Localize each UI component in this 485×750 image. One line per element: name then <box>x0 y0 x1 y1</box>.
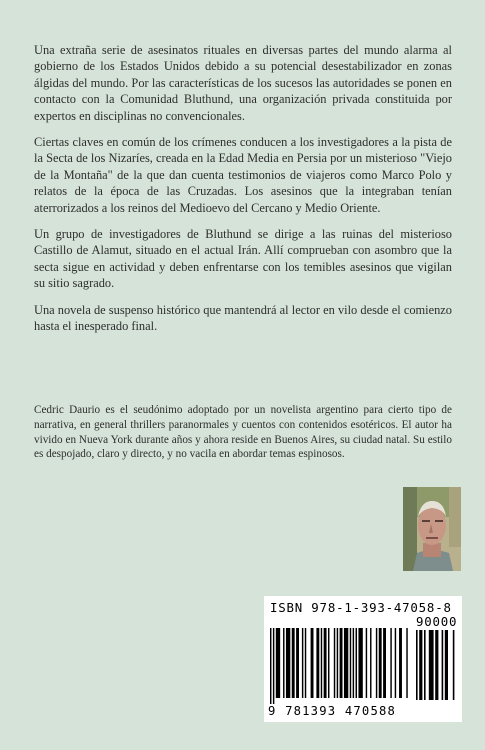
barcode-bar <box>350 628 351 698</box>
author-photo <box>403 487 461 571</box>
barcode-bar <box>442 630 444 700</box>
barcode-bar <box>276 628 280 698</box>
barcode-bar <box>270 628 271 704</box>
barcode-bar <box>328 628 329 698</box>
barcode-bar <box>344 628 348 698</box>
barcode-bar <box>305 628 306 698</box>
barcode-bar <box>453 630 455 700</box>
barcode-bar <box>356 628 357 698</box>
synopsis-paragraph-2: Ciertas claves en común de los crímenes conducen a los investigadores a la pista de la Secta de los Nizaríes, creada en la Edad Media en Persia por un misterioso "Viejo de la Montaña" de la que dan cuenta testimonios de viajeros como Marco Polo y relatos de la época de las Cruzadas. Los asesinos que la integraban tenían aterrorizados a los reinos del Medioevo del Cercano y Medio Oriente. <box>34 135 452 215</box>
barcode-bar <box>324 628 327 698</box>
barcode-bar <box>311 628 314 698</box>
barcode-bar <box>334 628 335 698</box>
barcode-bar <box>419 630 422 700</box>
author-bio <box>34 403 452 462</box>
isbn-text: ISBN 978-1-393-47058-8 <box>270 600 452 615</box>
barcode-bar <box>376 628 377 698</box>
synopsis-paragraph-1: Una extraña serie de asesinatos rituales en diversas partes del mundo alarma al gobierno de los Estados Unidos debido a su potencial desestabilizador en zonas álgidas del mundo. Por las características de los sucesos las autoridades se ponen en contacto con la Comunidad Bluthund, una organización privada constituida por expertos en disciplinas no convencionales. <box>34 43 452 123</box>
barcode-bar <box>316 628 319 698</box>
barcode-bar <box>383 628 386 698</box>
barcode-bar <box>321 628 322 698</box>
barcode-bar <box>353 628 354 698</box>
barcode-bar <box>424 630 426 700</box>
barcode-bar <box>416 630 418 700</box>
barcode-bar <box>337 628 338 698</box>
back-cover-synopsis <box>34 42 452 345</box>
barcode-bar <box>445 630 448 700</box>
barcode-bar <box>273 628 274 704</box>
barcode-bar <box>302 628 303 698</box>
barcode-bar <box>379 628 382 698</box>
author-bio-text: Cedric Daurio es el seudónimo adoptado por un novelista argentino para cierto tipo de narrativa, en general thrillers paranormales y cuentos con contenidos esotéricos. El autor ha vivido en Nueva York durante años y ahora reside en Buenos Aires, su ciudad natal. Su estilo es despojado, claro y directo, y no vacila en abordar temas espinosos. <box>34 404 452 461</box>
barcode-bar <box>283 628 284 698</box>
barcode-bar <box>406 628 407 698</box>
barcode-digits: 9 781393 470588 <box>268 704 397 718</box>
barcode-bar <box>395 628 396 698</box>
synopsis-paragraph-4: Una novela de suspenso histórico que mantendrá al lector en vilo desde el comienzo hasta el inesperado final. <box>34 302 452 334</box>
barcode-bar <box>435 630 438 700</box>
ean-barcode-bars <box>270 628 410 704</box>
addon-barcode-bars <box>416 630 456 704</box>
barcode-bar <box>366 628 367 698</box>
barcode-bar <box>296 628 299 698</box>
barcode-bar <box>390 628 391 698</box>
barcode-bar <box>292 628 295 698</box>
synopsis-paragraph-3: Un grupo de investigadores de Bluthund se dirige a las ruinas del misterioso Castillo de Alamut, situado en el actual Irán. Allí comprueban con asombro que la secta sigue en actividad y deben enfrentarse con los temibles asesinos que vigilan su sitio sagrado. <box>34 227 452 291</box>
barcode-bar <box>429 630 434 700</box>
barcode-bar <box>399 628 402 698</box>
barcode-bar <box>358 628 362 698</box>
isbn-barcode <box>264 596 462 722</box>
barcode-bar <box>286 628 290 698</box>
barcode-bar <box>340 628 343 698</box>
barcode-bar <box>370 628 371 698</box>
price-code: 90000 <box>416 614 458 629</box>
